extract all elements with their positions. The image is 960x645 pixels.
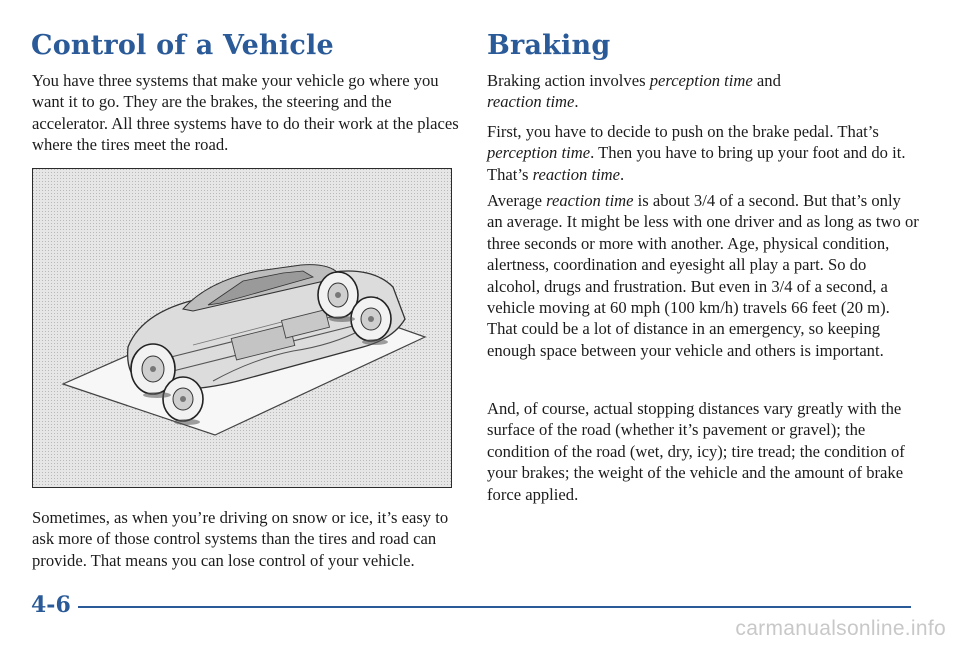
vehicle-illustration (32, 168, 452, 488)
stopping-distance-paragraph: And, of course, actual stopping distances vary greatly with the surface of the road (whether it’s pavement or gravel); the condition of the road (wet, dry, icy); tire tread; the condition of your brakes; the weight of the vehicle and the amount of brake force applied. (487, 399, 905, 504)
vehicle-underside-icon (33, 169, 452, 488)
braking-decision-paragraph (487, 121, 919, 185)
control-loss-paragraph: Sometimes, as when you’re driving on snow or ice, it’s easy to ask more of those control systems than the tires and road can provide. That means you can lose control of your vehicle. (32, 508, 449, 570)
reaction-time-paragraph (487, 190, 919, 361)
emphasis-perception-time: perception time (649, 71, 753, 90)
emphasis-reaction-time: reaction time (546, 191, 634, 210)
text-run: Braking action involves (487, 71, 650, 90)
text-run: and (752, 71, 781, 90)
text-run: . (620, 164, 625, 184)
text-run: Average (487, 191, 547, 210)
emphasis-reaction-time: reaction time (487, 92, 575, 112)
page-number: 4-6 (31, 592, 71, 618)
text-run: . Then you have to bring up your foot and do it. That’s (487, 143, 906, 184)
section-heading-braking: Braking (487, 30, 611, 61)
text-run: is about 3/4 of a second. But that’s only an average. It might be less with one driver and as long as two or three seconds or more with another. Age, physical condition, alertness, coordination and eyesight all play a part. So do alcohol, drugs and frustration. But even in 3/4 of a second, a vehicle moving at 60 mph (100 km/h) travels 66 feet (20 m). That could be a lot of distance in an emergency, so keeping enough space between your vehicle and others is important. (487, 191, 919, 360)
watermark: carmanualsonline.info (735, 617, 946, 640)
braking-intro-paragraph (487, 70, 919, 113)
control-intro-paragraph: You have three systems that make your vehicle go where you want it to go. They are the brakes, the steering and the accelerator. All three systems have to do their work at the places where the tires meet the road. (32, 71, 459, 155)
text-run: First, you have to decide to push on the brake pedal. That’s (487, 122, 879, 141)
emphasis-reaction-time: reaction time (532, 164, 621, 184)
text-run: . (574, 92, 579, 112)
emphasis-perception-time: perception time (487, 143, 591, 163)
footer-rule (78, 606, 911, 608)
section-heading-control: Control of a Vehicle (31, 30, 334, 61)
